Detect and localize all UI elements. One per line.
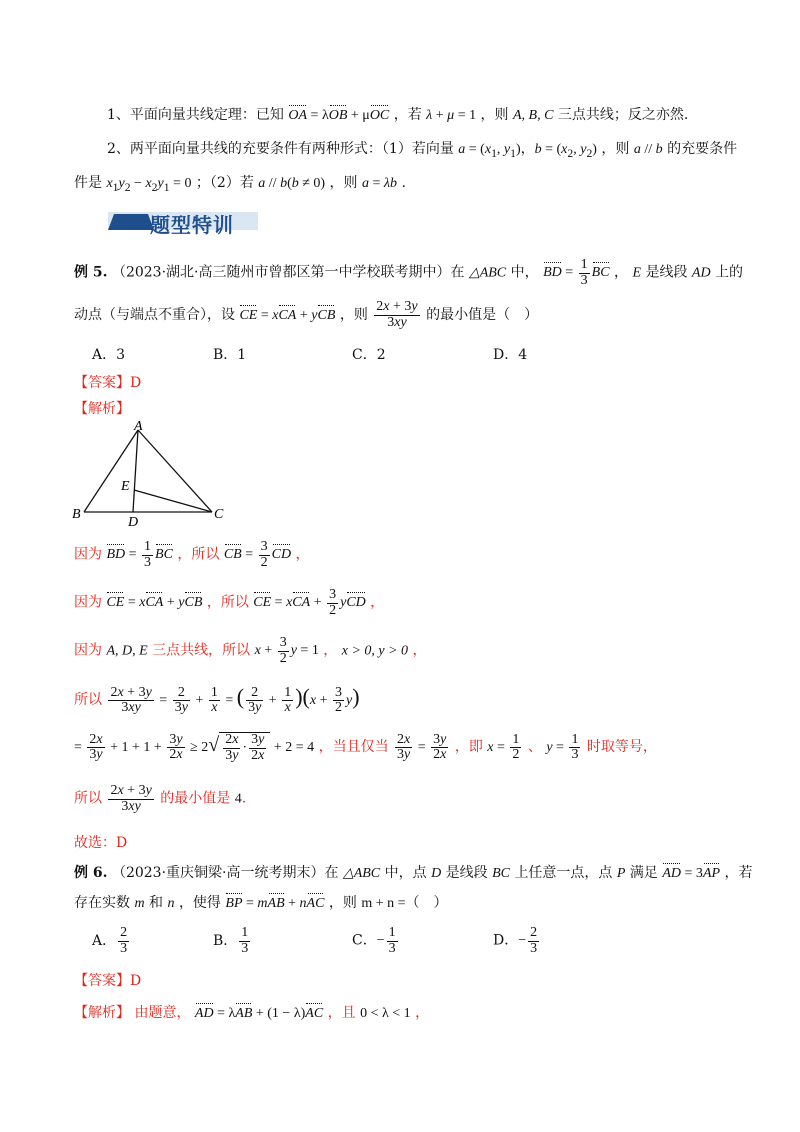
option-label: B． (213, 933, 238, 950)
option-label: A．3 (92, 347, 126, 363)
text: 故选：D (74, 835, 128, 851)
label-c: C (214, 507, 224, 522)
edge-ac (138, 430, 212, 512)
text: 因为 (74, 642, 102, 659)
text: ， (613, 264, 628, 281)
theory-text: ，若 (393, 107, 422, 123)
text: 时取等号， (586, 738, 657, 755)
formula: $\frac{2x + 3y}{3xy}$ (110, 783, 152, 814)
option-label: D．4 (493, 347, 528, 363)
formula: 0 < λ < 1 (360, 1006, 411, 1021)
text: ，若 (724, 865, 753, 881)
ex5-analysis-label (74, 398, 130, 418)
theory-text: 1、平面向量共线定理：已知 (107, 107, 284, 123)
theory-text: ；（2）若 (195, 175, 254, 191)
ex5-answer (74, 372, 141, 392)
text: 、 (527, 738, 542, 755)
label-d: D (128, 515, 139, 528)
formula: x = $\frac{1}{2}$ (487, 731, 520, 763)
formula: $\frac{2x}{3y}$ = $\frac{3y}{2x}$ (397, 731, 447, 763)
option-label: B．1 (213, 347, 247, 363)
segment-ad: AD (691, 265, 711, 281)
ex6-option-b[interactable] (213, 926, 252, 956)
segment-bc: BC (492, 866, 510, 881)
ex5-line-2 (74, 300, 538, 330)
example-source: （2023·重庆铜梁·高一统考期末）在 (111, 865, 339, 881)
text: 上任意一点，点 (514, 865, 613, 881)
formula-ad: AD = 3AP (662, 866, 721, 881)
text: 的最小值是（ ） (426, 307, 539, 324)
text: ， (415, 1005, 430, 1021)
ex6-option-a[interactable] (92, 926, 131, 956)
text: ， (295, 546, 310, 563)
theory-line-3 (74, 172, 406, 194)
formula-sum: m + n =（ ） (361, 896, 448, 911)
text: ， (412, 642, 427, 659)
text: ，且 (327, 1005, 356, 1021)
formula-ce: CE = xCA + yCB (239, 308, 336, 324)
ex6-line-1 (74, 862, 753, 882)
text: . (241, 790, 247, 807)
text: 因为 (74, 546, 102, 563)
ex6-option-d[interactable] (493, 926, 541, 956)
text: 存在实数 (74, 895, 130, 911)
theory-formula: λ + μ = 1 (426, 108, 477, 123)
point-e: E (632, 265, 641, 281)
theory-text: ，则 (480, 107, 509, 123)
triangle-figure (66, 418, 236, 528)
answer-label: 【答案】 (74, 375, 130, 391)
theory-formula: OA = λOB + μOC (288, 108, 390, 123)
text: ， (370, 594, 385, 611)
ex5-option-c[interactable] (352, 344, 386, 364)
text: ，当且仅当 (318, 738, 389, 755)
point-p: P (616, 866, 626, 881)
option-label: D． (493, 932, 519, 949)
theory-text: . (401, 175, 406, 191)
text: 的最小值是 (160, 790, 231, 807)
theory-formula: $x_1y_2 - x_2y_1 = 0$ (106, 176, 192, 194)
min-value: 4 (234, 791, 242, 807)
text: 和 (149, 895, 164, 911)
example-label: 例 6. (74, 865, 108, 881)
points: A, D, E (106, 643, 148, 659)
var-n: n (167, 896, 175, 911)
formula: CB = $\frac{3}{2}$ CD (223, 539, 292, 570)
sol5-line-7 (74, 832, 127, 852)
formula: CE = xCA + $\frac{3}{2}$ yCD (253, 587, 366, 618)
sol5-line-3 (74, 636, 427, 666)
analysis-label: 【解析】 (74, 401, 130, 417)
sol5-line-5 (74, 732, 657, 763)
option-label: C． (352, 932, 377, 949)
text: 所以 (74, 692, 102, 708)
analysis-label: 【解析】 (74, 1005, 130, 1021)
ex5-option-b[interactable] (213, 344, 246, 364)
ex6-analysis (74, 1002, 429, 1022)
ex6-option-c[interactable] (352, 926, 400, 956)
text: 由题意， (134, 1005, 191, 1021)
ex5-line-1 (74, 258, 743, 288)
theory-text: ，则 (329, 175, 358, 191)
ex5-option-a[interactable] (92, 344, 125, 364)
option-label: C．2 (352, 347, 386, 363)
text: ，则 (339, 307, 368, 324)
sol5-line-4 (74, 684, 360, 716)
theory-text: 的充要条件 (667, 141, 738, 157)
ex6-line-2 (74, 892, 448, 912)
option-label: A． (92, 933, 117, 950)
formula: x > 0, y > 0 (341, 643, 409, 659)
edge-ab (84, 430, 138, 512)
text: 上的 (715, 264, 744, 281)
banner-title: 题型特训 (150, 213, 234, 237)
formula: y = $\frac{1}{3}$ (546, 731, 579, 763)
segment-ce-line (134, 490, 212, 512)
formula-bp: BP = mAB + nAC (225, 896, 325, 911)
segment-ad-line (133, 430, 138, 512)
theory-text: ，则 (601, 141, 630, 157)
theory-line-1 (107, 104, 688, 124)
theory-points: A, B, C (513, 108, 554, 123)
formula: x + $\frac{3}{2}$ y = 1 (254, 635, 319, 666)
example-source: （2023·湖北·高三随州市曾都区第一中学校联考期中）在 (111, 264, 465, 281)
label-e: E (121, 479, 130, 494)
example-label: 例 5. (74, 264, 108, 281)
formula: AD = λAB + (1 − λ)AC (194, 1006, 324, 1021)
text: 所以 (74, 790, 102, 807)
formula: = $\frac{2x}{3y}$ + 1 + 1 + $\frac{3y}{2x}$ ≥ 2√ $\frac{2x}{3y}$ · $\frac{3y}{2x}$ + 2 = 4 (74, 731, 315, 763)
text: 因为 (74, 594, 102, 611)
formula-target: $\frac{2x + 3y}{3xy}$ (376, 299, 418, 330)
sol5-line-2 (74, 588, 384, 618)
label-b: B (72, 507, 81, 522)
theory-formula: a = λb (362, 176, 397, 191)
answer-value: D (130, 973, 142, 989)
text: 动点（与端点不重合），设 (74, 307, 235, 324)
triangle-name: △ABC (468, 265, 507, 281)
theory-formula: a // b (633, 142, 663, 157)
triangle-name: △ABC (342, 866, 381, 881)
label-a: A (134, 419, 143, 434)
theory-formula: $a = (x_1$, $y_1$)，$b = (x_2$, $y_2$) (458, 142, 597, 160)
text: 满足 (629, 865, 658, 881)
theory-text: 2、两平面向量共线的充要条件有两种形式：（1）若向量 (107, 141, 454, 157)
theory-line-2 (107, 138, 737, 160)
text: 中，点 (384, 865, 427, 881)
point-d: D (431, 866, 442, 881)
var-m: m (134, 896, 145, 911)
option-value: − $\frac{1}{3}$ (376, 925, 396, 956)
sol5-line-6 (74, 784, 246, 814)
theory-text: 三点共线；反之亦然. (557, 107, 689, 123)
answer-value: D (130, 375, 142, 391)
formula: $\frac{2x + 3y}{3xy}$ = $\frac{2}{3y}$ + $\frac{1}{x}$ = ( $\frac{2}{3y}$ + $\frac{1}{x}$ )(x + $\frac{3}{2}$ y) (110, 684, 360, 716)
answer-label: 【答案】 (74, 973, 130, 989)
sol5-line-1 (74, 540, 310, 570)
text: 是线段 (645, 264, 688, 281)
theory-formula: a // b(b ≠ 0) (258, 176, 326, 191)
ex6-answer (74, 970, 141, 990)
formula: BD = $\frac{1}{3}$ BC (106, 539, 173, 570)
text: ，所以 (206, 594, 249, 611)
ex5-option-d[interactable] (493, 344, 527, 364)
option-value: $\frac{1}{3}$ (241, 925, 249, 956)
text: ，即 (454, 738, 483, 755)
result: = 4 (295, 739, 315, 755)
text: 三点共线，所以 (152, 642, 251, 659)
text: ，使得 (178, 895, 221, 911)
text: ，所以 (177, 546, 220, 563)
text: ， (323, 642, 338, 659)
text: 中， (510, 264, 539, 281)
text: ，则 (328, 895, 357, 911)
theory-text: 件是 (74, 175, 102, 191)
section-banner (108, 206, 268, 237)
formula: CE = xCA + yCB (106, 595, 203, 611)
text: 是线段 (445, 865, 488, 881)
formula-bd: BD = $\frac{1}{3}$ BC (543, 257, 610, 288)
option-value: $\frac{2}{3}$ (120, 925, 128, 956)
option-value: − $\frac{2}{3}$ (518, 925, 538, 956)
